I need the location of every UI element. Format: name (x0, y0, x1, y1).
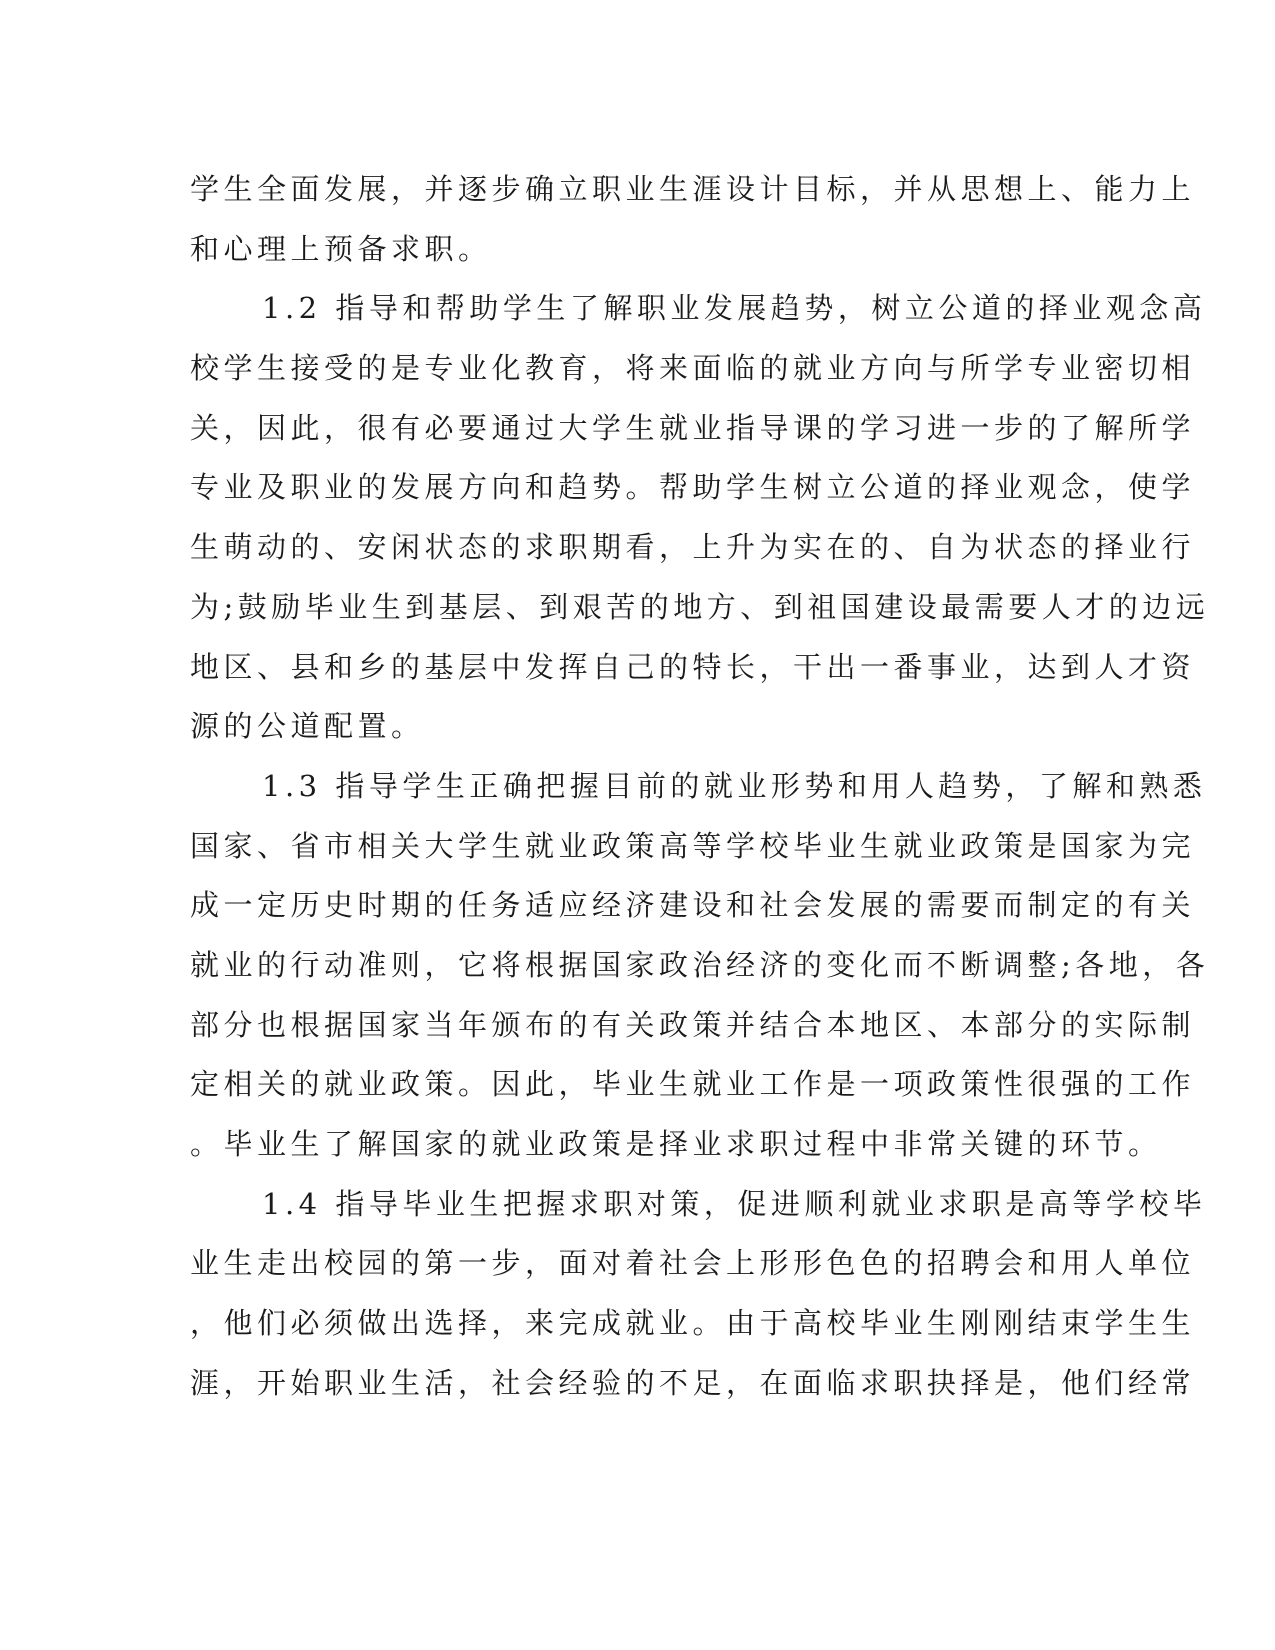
text-line: 生萌动的、安闲状态的求职期看，上升为实在的、自为状态的择业行 (190, 530, 1196, 565)
text-line: 为;鼓励毕业生到基层、到艰苦的地方、到祖国建设最需要人才的边远 (190, 589, 1210, 624)
text-line: 。毕业生了解国家的就业政策是择业求职过程中非常关键的环节。 (190, 1127, 1162, 1161)
text-line: 部分也根据国家当年颁布的有关政策并结合本地区、本部分的实际制 (190, 1007, 1196, 1042)
text-line: 专业及职业的发展方向和趋势。帮助学生树立公道的择业观念，使学 (190, 470, 1196, 505)
section-heading-1-3: 1.3 指导学生正确把握目前的就业形势和用人趋势，了解和熟悉 (262, 768, 1207, 803)
text-line: 源的公道配置。 (190, 709, 425, 744)
text-line: 学生全面发展，并逐步确立职业生涯设计目标，并从思想上、能力上 (190, 172, 1196, 206)
section-heading-1-2: 1.2 指导和帮助学生了解职业发展趋势，树立公道的择业观念高 (262, 291, 1207, 326)
text-line: 涯，开始职业生活，社会经验的不足，在面临求职抉择是，他们经常 (190, 1365, 1196, 1400)
text-line: 就业的行动准则，它将根据国家政治经济的变化而不断调整;各地，各 (190, 947, 1210, 982)
text-line: 地区、县和乡的基层中发挥自己的特长，干出一番事业，达到人才资 (190, 649, 1196, 684)
text-line: ，他们必须做出选择，来完成就业。由于高校毕业生刚刚结束学生生 (190, 1306, 1196, 1341)
text-line: 业生走出校园的第一步，面对着社会上形形色色的招聘会和用人单位 (190, 1246, 1196, 1281)
text-line: 关，因此，很有必要通过大学生就业指导课的学习进一步的了解所学 (190, 410, 1196, 445)
text-line: 和心理上预备求职。 (190, 231, 492, 266)
text-line: 成一定历史时期的任务适应经济建设和社会发展的需要而制定的有关 (190, 888, 1196, 923)
section-heading-1-4: 1.4 指导毕业生把握求职对策，促进顺利就业求职是高等学校毕 (262, 1186, 1207, 1221)
body-text (190, 160, 1210, 1413)
text-line: 校学生接受的是专业化教育，将来面临的就业方向与所学专业密切相 (190, 351, 1196, 386)
text-line: 定相关的就业政策。因此，毕业生就业工作是一项政策性很强的工作 (190, 1067, 1196, 1102)
text-line: 国家、省市相关大学生就业政策高等学校毕业生就业政策是国家为完 (190, 828, 1196, 863)
